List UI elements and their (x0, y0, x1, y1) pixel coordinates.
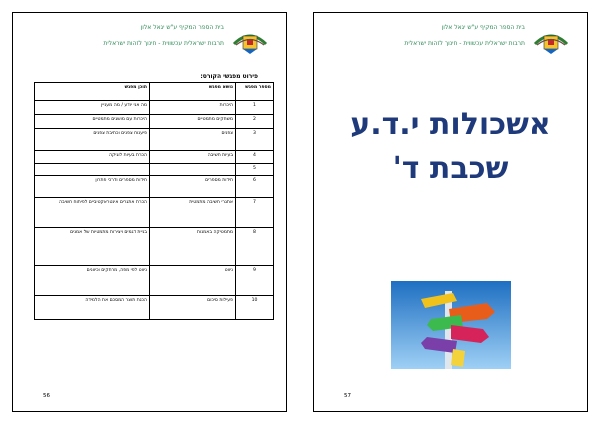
right-page (313, 12, 588, 412)
table-row (35, 129, 274, 151)
meeting-number: 3 (236, 129, 274, 151)
table-row (35, 228, 274, 266)
page-header (314, 18, 587, 60)
meetings-table (34, 82, 274, 320)
header-subtitle: תרבות ישראלית עכשווית - חינוך לזהות ישראלית (404, 40, 525, 47)
meeting-number: 6 (236, 176, 274, 198)
cover-title: אשכולות י.ד.ע (350, 107, 551, 142)
meeting-number: 10 (236, 296, 274, 320)
table-row (35, 101, 274, 115)
table-row (35, 176, 274, 198)
page-header (13, 18, 286, 60)
table-row (35, 164, 274, 176)
meeting-number: 4 (236, 151, 274, 164)
section-title: פירוט מפגשי הקורס: (200, 73, 258, 80)
meeting-topic: היכרות (150, 101, 236, 115)
meeting-topic: צפנים (150, 129, 236, 151)
school-logo-icon (232, 24, 268, 56)
meeting-number: 5 (236, 164, 274, 176)
meeting-content: מה אני יודע / מה מעניין (35, 101, 150, 115)
school-name: בית הספר המקיף ע"ש יגאל אלון (140, 24, 224, 31)
table-row (35, 115, 274, 129)
meeting-content: היכרות עם מושגים מתמטיים (35, 115, 150, 129)
meeting-content: הכרת אתגרים אינטראקטיביים לפיתוח חשיבה (35, 198, 150, 228)
meeting-content (35, 164, 150, 176)
meeting-topic: בעיות חשיבה (150, 151, 236, 164)
header-subtitle: תרבות ישראלית עכשווית - חינוך לזהות ישראלית (103, 40, 224, 47)
meeting-topic (150, 164, 236, 176)
meeting-number: 8 (236, 228, 274, 266)
table-row (35, 296, 274, 320)
header-meeting-content: תוכן מפגש (35, 83, 150, 101)
table-row (35, 151, 274, 164)
page-number: 57 (344, 393, 351, 399)
meeting-topic: אתגרי חשיבה מתמטית (150, 198, 236, 228)
table-row (35, 198, 274, 228)
meeting-topic: משחקים מתמטיים (150, 115, 236, 129)
page-number: 56 (43, 393, 50, 399)
meeting-topic: מתמטיקה באמנות (150, 228, 236, 266)
left-page (12, 12, 287, 412)
school-logo-icon (533, 24, 569, 56)
meeting-content: בניית דגמים ויצירות מתמטיות של אמנים (35, 228, 150, 266)
meeting-content: פיענוח צפנים וכתיבת צפנים (35, 129, 150, 151)
meeting-content: הכנת תוצר המסכם את הלמידה (35, 296, 150, 320)
meeting-content: ניווט לפי מפה, מרחקים וכיוונים (35, 266, 150, 296)
meeting-topic: חידות מספרים (150, 176, 236, 198)
meeting-content: חידות מספרים ודרכי פתרון (35, 176, 150, 198)
cover-subtitle: שכבת ד' (392, 151, 509, 186)
header-meeting-topic: נושא מפגש (150, 83, 236, 101)
meeting-content: הכרת בעיות לוגיקה (35, 151, 150, 164)
meeting-number: 2 (236, 115, 274, 129)
table-row (35, 266, 274, 296)
header-meeting-number: מספר מפגש (236, 83, 274, 101)
meeting-topic: ניווט (150, 266, 236, 296)
school-name: בית הספר המקיף ע"ש יגאל אלון (441, 24, 525, 31)
meeting-topic: פעילות סיכום (150, 296, 236, 320)
meeting-number: 1 (236, 101, 274, 115)
table-header-row (35, 83, 274, 101)
meeting-number: 7 (236, 198, 274, 228)
meeting-number: 9 (236, 266, 274, 296)
signpost-illustration-icon (391, 281, 511, 369)
